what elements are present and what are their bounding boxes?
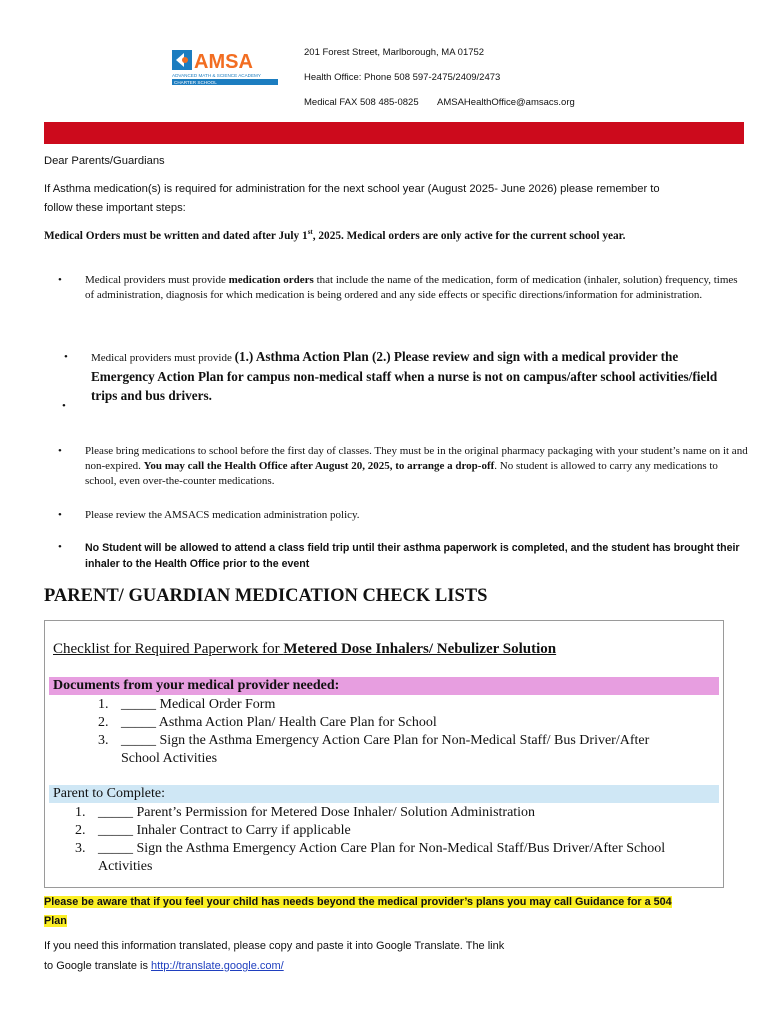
- amsa-logo: [172, 48, 280, 88]
- medical-fax: Medical FAX 508 485-0825: [304, 97, 419, 108]
- aware-line-2: Plan: [44, 915, 67, 927]
- item-num: 2.: [75, 823, 86, 838]
- orders-text-b: , 2025. Medical orders are only active for the current school year.: [312, 229, 626, 242]
- parent-item-1: [75, 804, 535, 821]
- aware-line-1: Please be aware that if you feel your child has needs beyond the medical provider’s plans you may call Guidance for a 504: [44, 896, 672, 908]
- b2-pre: Medical providers must provide: [91, 352, 235, 364]
- bullet-icon: •: [64, 351, 68, 363]
- school-address: 201 Forest Street, Marlborough, MA 01752: [304, 47, 485, 58]
- item-num: 1.: [75, 805, 86, 820]
- provider-item-2: [98, 714, 437, 731]
- bullet-text: [85, 273, 748, 303]
- bullet-review-policy: [58, 508, 748, 523]
- bullet-text: [91, 348, 744, 407]
- empty-bullet-icon: •: [62, 400, 66, 412]
- provider-item-3: [98, 732, 649, 749]
- b3-post: . No student is allowed to carry any medications to school, even over-the-counter medications.: [85, 460, 718, 487]
- item-text: _____ Medical Order Form: [121, 697, 276, 712]
- checklists-heading: PARENT/ GUARDIAN MEDICATION CHECK LISTS: [44, 586, 488, 606]
- parent-item-3: [75, 840, 665, 857]
- provider-section-header: Documents from your medical provider needed:: [53, 678, 340, 693]
- bullet-icon: •: [58, 274, 62, 286]
- orders-text-a: Medical Orders must be written and dated after July 1: [44, 229, 308, 242]
- b1-bold: medication orders: [228, 274, 314, 286]
- checklist-title-pre: Checklist for Required Paperwork for: [53, 641, 284, 657]
- item-num: 1.: [98, 697, 109, 712]
- logo-text: AMSA: [194, 51, 253, 73]
- translate-line-1: If you need this information translated, please copy and paste it into Google Translate. The link: [44, 940, 505, 952]
- health-office-phone: Health Office: Phone 508 597-2475/2409/2473: [304, 72, 501, 83]
- bullet-text: [85, 444, 748, 489]
- translate-pre: to Google translate is: [44, 960, 152, 972]
- orders-sup: st: [307, 228, 313, 236]
- provider-item-1: [98, 696, 275, 713]
- item-text: _____ Inhaler Contract to Carry if applicable: [98, 823, 351, 838]
- checklist-title: [53, 641, 556, 658]
- item-num: 3.: [98, 733, 109, 748]
- guidance-504-notice: [44, 893, 748, 931]
- salutation: Dear Parents/Guardians: [44, 155, 165, 167]
- logo-subtext-1: ADVANCED MATH & SCIENCE ACADEMY: [172, 73, 261, 78]
- health-office-email[interactable]: AMSAHealthOffice@amsacs.org: [437, 97, 575, 108]
- item-text: _____ Parent’s Permission for Metered Dose Inhaler/ Solution Administration: [98, 805, 536, 820]
- bullet-medication-orders: [58, 273, 748, 303]
- bullet-icon: •: [58, 541, 62, 553]
- bullet-text: Please review the AMSACS medication administration policy.: [85, 509, 360, 521]
- header-red-bar: [44, 122, 744, 144]
- bullet-icon: •: [58, 509, 62, 521]
- b3-bold: You may call the Health Office after August 20, 2025, to arrange a drop-off: [143, 460, 495, 472]
- b3-pre: Please bring medications to school before the first day of classes. They must be in the original pharmacy packaging with your student’s name on it and non-expired.: [85, 445, 748, 472]
- checklist-title-bold: Metered Dose Inhalers/ Nebulizer Solution: [283, 641, 557, 657]
- b1-post: that include the name of the medication, form of medication (inhaler, solution) frequency, times of administration, diagnosis for which medication is being ordered and any side effects or specific directions/information for administration.: [85, 274, 738, 301]
- item-text: _____ Asthma Action Plan/ Health Care Plan for School: [121, 715, 437, 730]
- b1-pre: Medical providers must provide: [85, 274, 229, 286]
- item-num: 2.: [98, 715, 109, 730]
- bullet-asthma-action-plan: [64, 348, 744, 407]
- item-num: 3.: [75, 841, 86, 856]
- bullet-bring-medications: [58, 444, 748, 489]
- bullet-icon: •: [58, 445, 62, 457]
- logo-subtext-2: CHARTER SCHOOL: [174, 80, 217, 85]
- parent-section-header: Parent to Complete:: [53, 786, 165, 801]
- provider-item-3-cont: School Activities: [121, 751, 218, 766]
- parent-item-3-cont: Activities: [98, 859, 153, 874]
- logo-mark-dot: [182, 57, 188, 63]
- bullet-text: No Student will be allowed to attend a class field trip until their asthma paperwork is completed, and the student has brought their inhaler to the Health Office prior to the event: [85, 542, 740, 570]
- translate-line-2: [44, 960, 284, 972]
- google-translate-link[interactable]: http://translate.google.com/: [151, 960, 284, 972]
- item-text: _____ Sign the Asthma Emergency Action Care Plan for Non-Medical Staff/Bus Driver/After School: [98, 841, 666, 856]
- item-text: _____ Sign the Asthma Emergency Action Care Plan for Non-Medical Staff/ Bus Driver/After: [121, 733, 650, 748]
- bullet-field-trip: [58, 540, 748, 572]
- intro-line-1: If Asthma medication(s) is required for administration for the next school year (August 2025- June 2026) please remember to: [44, 183, 660, 195]
- medical-orders-notice: [44, 228, 625, 242]
- parent-item-2: [75, 822, 351, 839]
- intro-line-2: follow these important steps:: [44, 202, 186, 214]
- b2-bold: (1.) Asthma Action Plan (2.) Please review and sign with a medical provider the Emergency Action Plan for campus non-medical staff when a nurse is not on campus/after school activities/field trips and bus drivers.: [91, 349, 718, 403]
